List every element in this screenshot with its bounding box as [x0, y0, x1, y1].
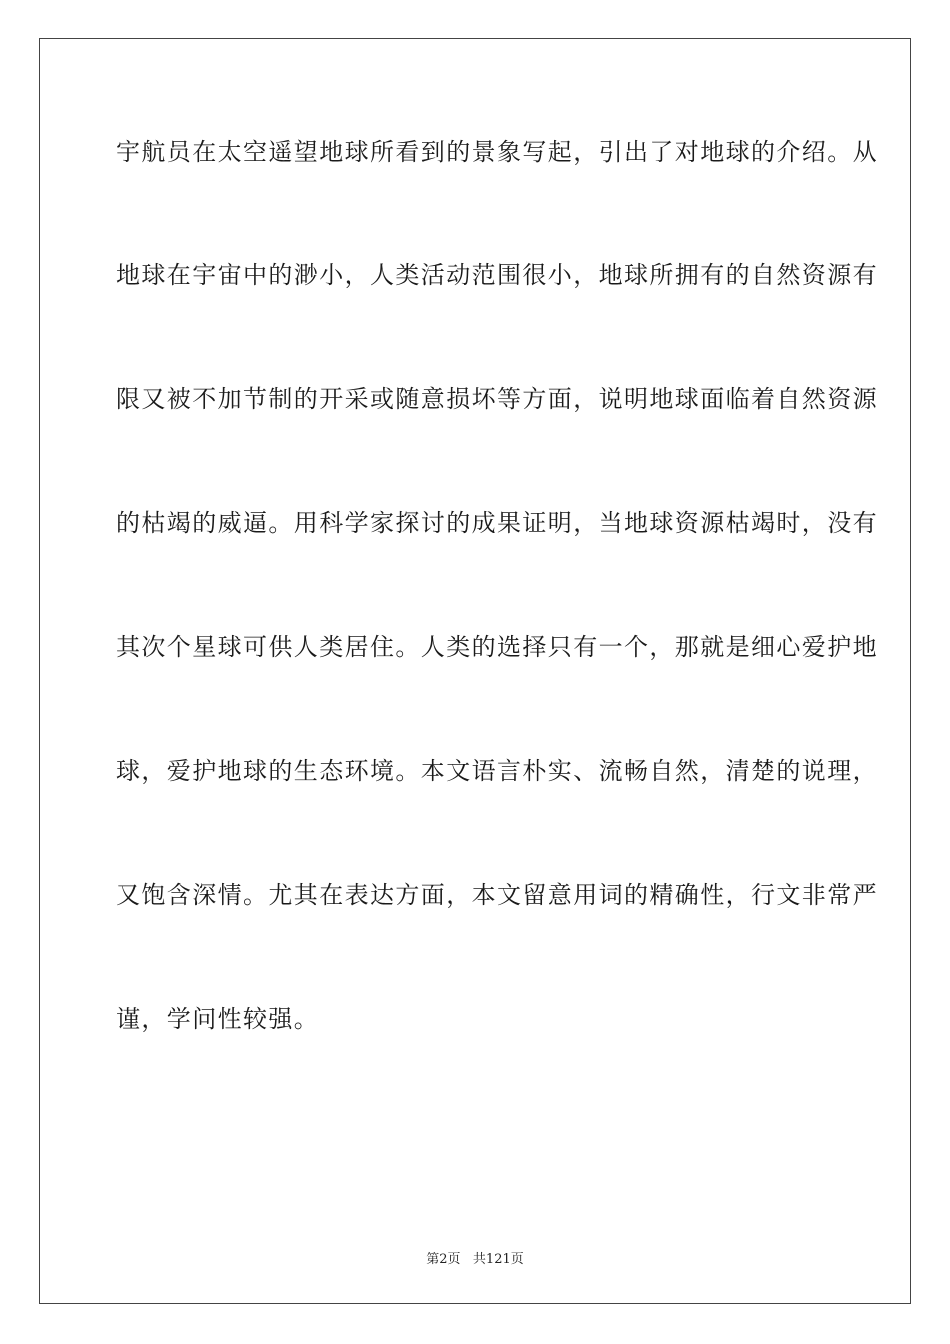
page-border: [39, 38, 911, 1304]
text-line: 球，爱护地球的生态环境。本文语言朴实、流畅自然，清楚的说理，: [116, 757, 878, 785]
text-line: 宇航员在太空遥望地球所看到的景象写起，引出了对地球的介绍。从: [116, 138, 878, 166]
text-line: 限又被不加节制的开采或随意损坏等方面，说明地球面临着自然资源: [116, 385, 878, 413]
text-line: 其次个星球可供人类居住。人类的选择只有一个，那就是细心爱护地: [116, 633, 878, 661]
text-line: 又饱含深情。尤其在表达方面，本文留意用词的精确性，行文非常严: [116, 881, 878, 909]
text-line: 谨，学问性较强。: [116, 1005, 320, 1033]
page-footer: [0, 1248, 950, 1267]
page-total: 共121页: [472, 1252, 524, 1267]
text-line: 地球在宇宙中的渺小，人类活动范围很小，地球所拥有的自然资源有: [116, 261, 878, 289]
text-line: 的枯竭的威逼。用科学家探讨的成果证明，当地球资源枯竭时，没有: [116, 509, 878, 537]
page-number: 第2页: [426, 1252, 461, 1267]
